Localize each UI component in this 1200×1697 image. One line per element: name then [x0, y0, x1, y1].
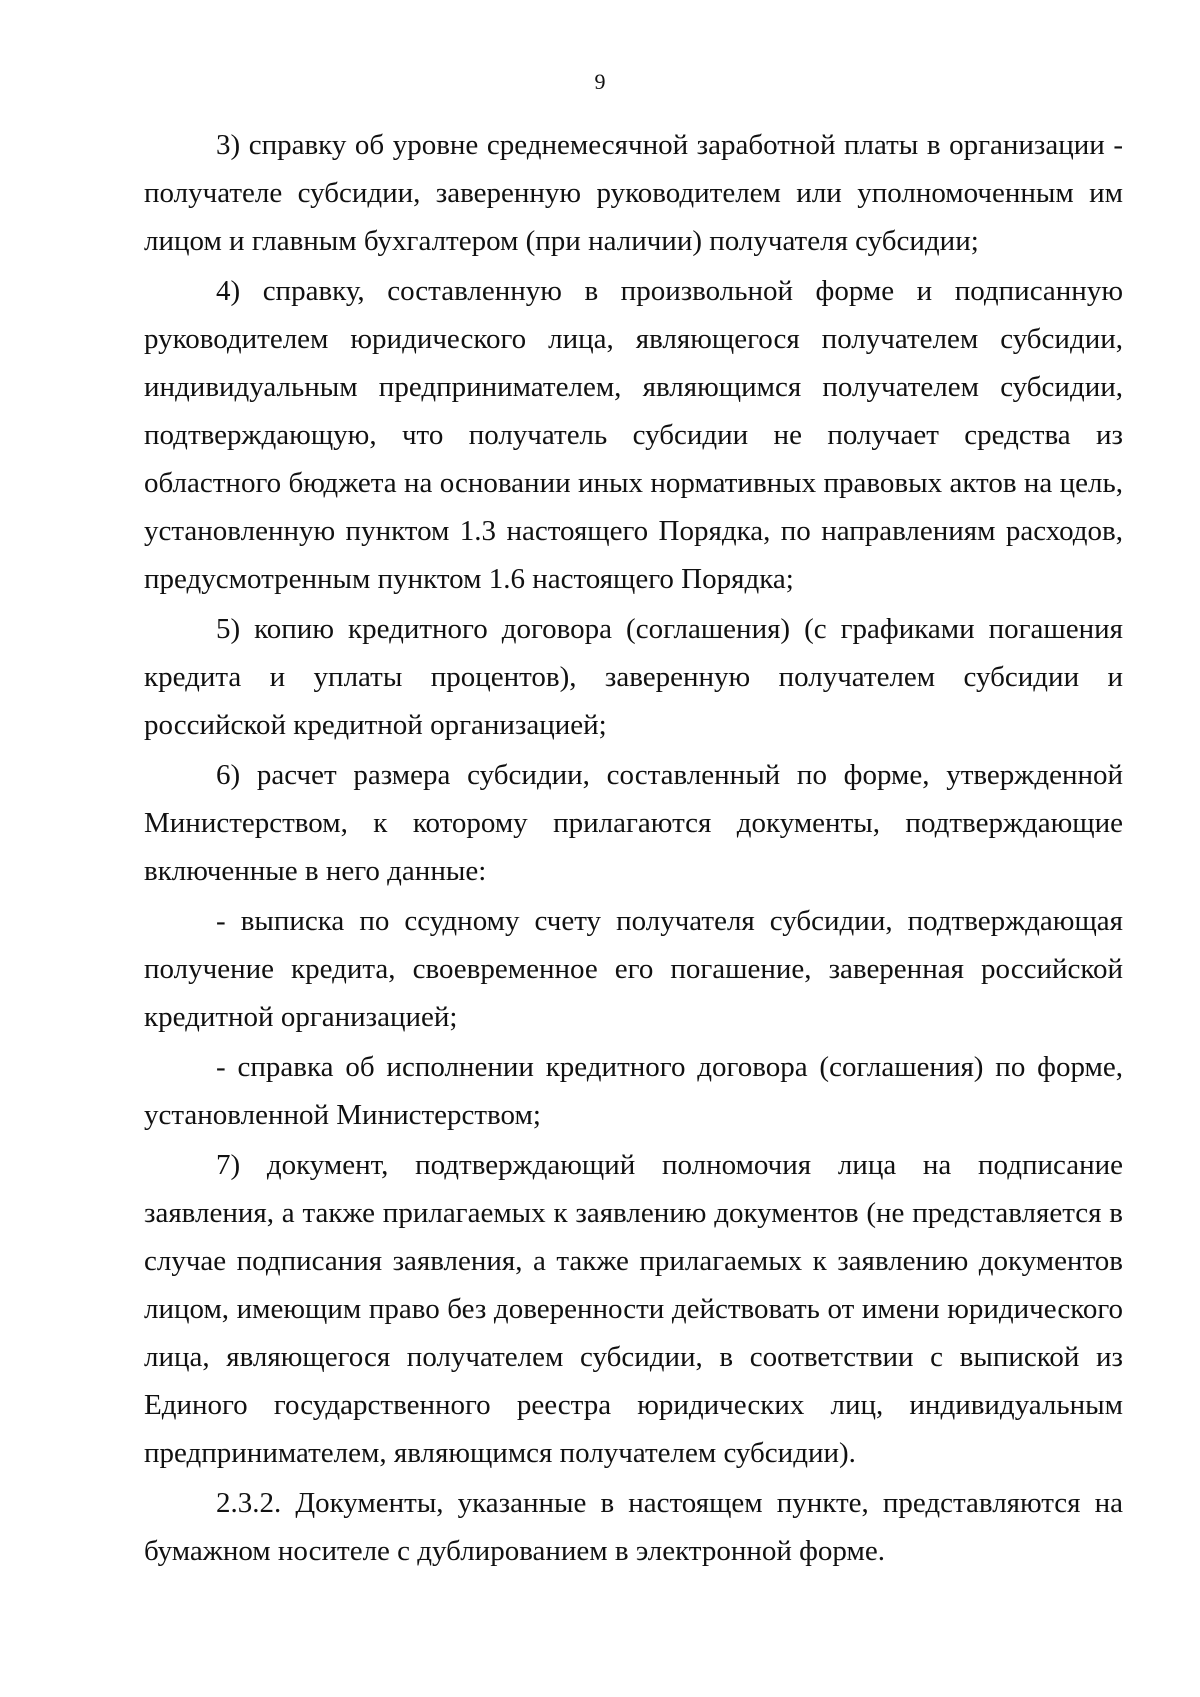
paragraph-section-2-3-2: 2.3.2. Документы, указанные в настоящем пункте, представляются на бумажном носителе с дублированием в электронной форме. [144, 1487, 1123, 1567]
page-number: 9 [594, 69, 606, 94]
paragraph-item-5: 5) копию кредитного договора (соглашения) (с графиками погашения кредита и уплаты процентов), заверенную получателем субсидии и российской кредитной организацией; [144, 613, 1123, 741]
paragraph-item-6: 6) расчет размера субсидии, составленный по форме, утвержденной Министерством, к которому прилагаются документы, подтверждающие включенные в него данные: [144, 759, 1123, 887]
paragraph-item-7: 7) документ, подтверждающий полномочия лица на подписание заявления, а также прилагаемых к заявлению документов (не представляется в случае подписания заявления, а также прилагаемых к заявлению документов лицом, имеющим право без доверенности действовать от имени юридического лица, являющегося получателем субсидии, в соответствии с выпиской из Единого государственного реестра юридических лиц, индивидуальным предпринимателем, являющимся получателем субсидии). [144, 1149, 1123, 1469]
document-body [144, 121, 1123, 1577]
paragraph-subitem-loan-statement: - выписка по ссудному счету получателя субсидии, подтверждающая получение кредита, своевременное его погашение, заверенная российской кредитной организацией; [144, 905, 1123, 1033]
paragraph-item-3: 3) справку об уровне среднемесячной заработной платы в организации - получателе субсидии, заверенную руководителем или уполномоченным им лицом и главным бухгалтером (при наличии) получателя субсидии; [144, 129, 1123, 257]
paragraph-item-4: 4) справку, составленную в произвольной форме и подписанную руководителем юридического лица, являющегося получателем субсидии, индивидуальным предпринимателем, являющимся получателем субсидии, подтверждающую, что получатель субсидии не получает средства из областного бюджета на основании иных нормативных правовых актов на цель, установленную пунктом 1.3 настоящего Порядка, по направлениям расходов, предусмотренным пунктом 1.6 настоящего Порядка; [144, 275, 1123, 595]
paragraph-subitem-execution-certificate: - справка об исполнении кредитного договора (соглашения) по форме, установленной Министерством; [144, 1051, 1123, 1131]
